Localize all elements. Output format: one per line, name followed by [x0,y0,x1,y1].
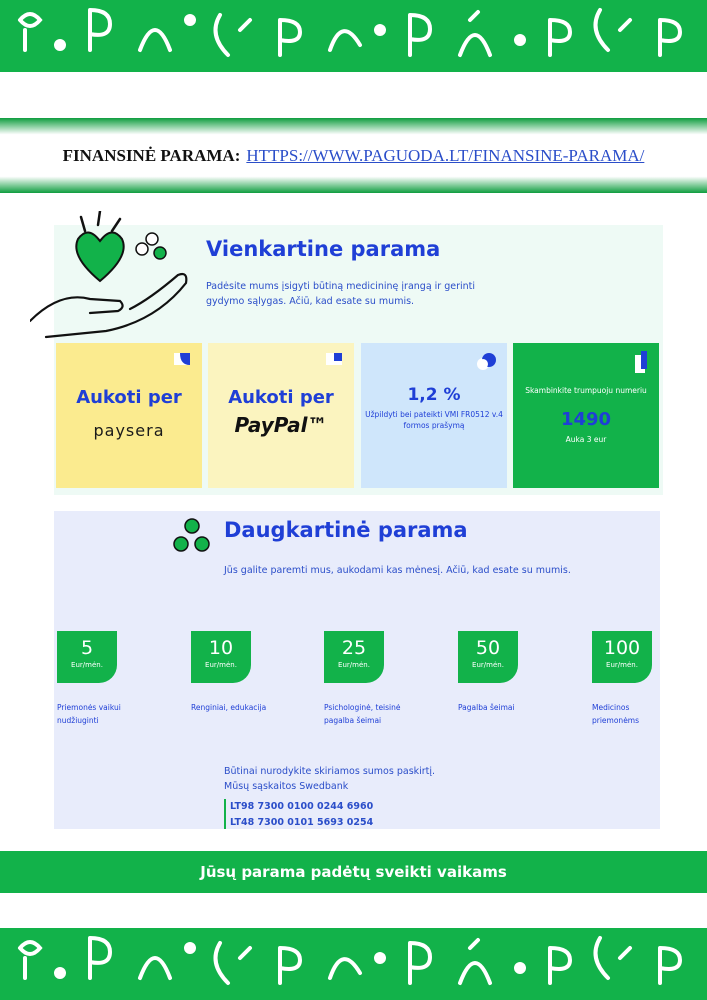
sms-instruction: Skambinkite trumpuoju numeriu [525,386,647,395]
sms-donate-card[interactable] [513,343,659,488]
corner-shape-icon [324,351,344,367]
amount-option-100[interactable] [592,631,652,683]
amount-label: Renginiai, edukacija [191,703,267,712]
amount-option-25[interactable] [324,631,384,683]
tax-percent-card[interactable] [361,343,507,488]
corner-shape-icon [475,351,497,371]
corner-shape-icon [172,351,192,367]
amount-unit: Eur/mėn. [71,661,103,669]
single-donation-panel [54,225,663,495]
amount-option-50[interactable] [458,631,518,683]
corner-shape-icon [633,351,649,375]
purpose-note [224,764,435,794]
bank-note-line: Mūsų sąskaitos Swedbank [224,781,349,792]
bank-account-number: LT48 7300 0101 5693 0254 [230,817,374,828]
tax-percent-value: 1,2 % [407,385,461,405]
amount-unit: Eur/mėn. [205,661,237,669]
donation-url-link[interactable]: HTTPS://WWW.PAGUODA.LT/FINANSINE-PARAMA/ [246,145,645,165]
sms-amount: Auka 3 eur [565,435,607,444]
amount-unit: Eur/mėn. [472,661,504,669]
circles-icon [171,517,213,553]
paysera-donate-card[interactable] [56,343,202,488]
purpose-note-line: Būtinai nurodykite skiriamos sumos paskirtį. [224,766,436,777]
amount-option-10[interactable] [191,631,251,683]
single-donation-title: Vienkartine parama [206,237,441,261]
amount-unit: Eur/mėn. [606,661,638,669]
pattern-decoration [0,0,707,72]
donation-link-banner [0,118,707,193]
footer-message: Jūsų parama padėtų sveikti vaikams [0,851,707,893]
amount-unit: Eur/mėn. [338,661,370,669]
amount-label: Psichologinė, teisinė pagalba šeimai [324,703,401,725]
bank-account-number: LT98 7300 0100 0244 6960 [230,801,374,812]
recurring-donation-description: Jūs galite paremti mus, aukodami kas mėnesį. Ačiū, kad esate su mumis. [224,565,571,576]
banner-label: FINANSINĖ PARAMA: [62,145,241,165]
amount-value: 10 [208,637,234,659]
recurring-donation-title: Daugkartinė parama [224,518,468,542]
tax-percent-instructions: Užpildyti bei pateikti VMI FR0512 v.4 formos prašymą [365,410,503,430]
paypal-card-title: Aukoti per [228,387,334,408]
amount-label: Priemonės vaikui nudžiuginti [57,703,121,725]
amount-value: 50 [475,637,501,659]
sms-number: 1490 [560,409,612,430]
paysera-logo: paysera [93,421,165,440]
recurring-donation-panel [54,511,660,829]
top-decorative-band [0,0,707,72]
amount-label: Pagalba šeimai [458,703,515,712]
paypal-donate-card[interactable] [208,343,354,488]
amount-label: Medicinos priemonėms [592,703,640,725]
bottom-decorative-band [0,928,707,1000]
paypal-logo: PayPal™ [234,413,328,437]
bank-accounts [224,799,373,829]
paysera-card-title: Aukoti per [76,387,182,408]
amount-value: 5 [80,637,94,659]
amount-value: 100 [603,637,641,659]
hand-heart-icon [30,211,190,341]
amount-value: 25 [341,637,367,659]
pattern-decoration [0,928,707,1000]
single-donation-description: Padėsite mums įsigyti būtiną medicininę įrangą ir gerinti gydymo sąlygas. Ačiū, kad esate su mumis. [206,281,476,307]
amount-option-5[interactable] [57,631,117,683]
